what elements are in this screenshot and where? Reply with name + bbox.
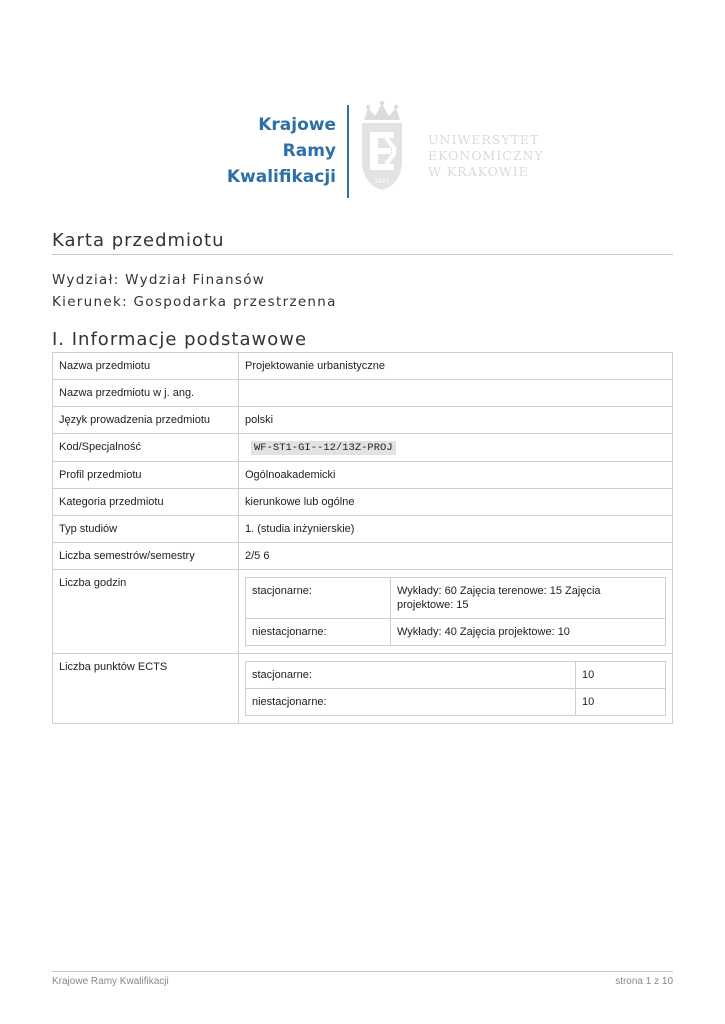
footer-divider <box>52 971 673 972</box>
row-value: 2/5 6 <box>239 543 673 570</box>
row-value <box>239 380 673 407</box>
ects-value: 10 <box>576 689 666 716</box>
ects-value: 10 <box>576 662 666 689</box>
study-mode: stacjonarne: <box>246 662 576 689</box>
logo-divider <box>347 105 349 198</box>
title-divider <box>52 254 673 255</box>
krk-logo-line: Krajowe <box>258 115 336 135</box>
table-row-ects <box>53 654 673 724</box>
row-label: Liczba godzin <box>53 570 239 654</box>
table-row <box>53 543 673 570</box>
uek-logo-line: W KRAKOWIE <box>428 164 529 179</box>
row-value <box>239 654 673 724</box>
course-code: WF-ST1-GI--12/13Z-PROJ <box>251 441 396 455</box>
table-row <box>53 380 673 407</box>
hours-row <box>246 619 666 646</box>
row-label: Język prowadzenia przedmiotu <box>53 407 239 434</box>
ects-row <box>246 662 666 689</box>
footer-brand: Krajowe Ramy Kwalifikacji <box>52 976 169 987</box>
row-value <box>239 570 673 654</box>
row-label: Kategoria przedmiotu <box>53 489 239 516</box>
document-title: Karta przedmiotu <box>52 230 225 251</box>
field-of-study-line: Kierunek: Gospodarka przestrzenna <box>52 294 337 310</box>
hours-value: Wykłady: 60 Zajęcia terenowe: 15 Zajęcia projektowe: 15 <box>391 578 666 619</box>
row-label: Liczba punktów ECTS <box>53 654 239 724</box>
row-value: 1. (studia inżynierskie) <box>239 516 673 543</box>
section-title: I. Informacje podstawowe <box>52 329 308 350</box>
row-value: Ogólnoakademicki <box>239 462 673 489</box>
study-mode: niestacjonarne: <box>246 689 576 716</box>
table-row <box>53 353 673 380</box>
row-label: Profil przedmiotu <box>53 462 239 489</box>
ects-row <box>246 689 666 716</box>
row-value: kierunkowe lub ogólne <box>239 489 673 516</box>
uek-emblem-year: 1925 <box>374 178 390 185</box>
page-number: strona 1 z 10 <box>615 976 673 987</box>
krk-logo <box>200 112 336 190</box>
row-label: Nazwa przedmiotu w j. ang. <box>53 380 239 407</box>
hours-value: Wykłady: 40 Zajęcia projektowe: 10 <box>391 619 666 646</box>
row-label: Kod/Specjalność <box>53 434 239 462</box>
uek-logo-line: EKONOMICZNY <box>428 148 544 163</box>
table-row-hours <box>53 570 673 654</box>
krk-logo-line: Ramy <box>282 141 336 161</box>
row-value <box>239 434 673 462</box>
krk-logo-line: Kwalifikacji <box>226 167 336 187</box>
row-label: Typ studiów <box>53 516 239 543</box>
row-value: Projektowanie urbanistyczne <box>239 353 673 380</box>
row-label: Liczba semestrów/semestry <box>53 543 239 570</box>
ects-table <box>245 661 666 716</box>
hours-table <box>245 577 666 646</box>
row-value: polski <box>239 407 673 434</box>
table-row <box>53 462 673 489</box>
uek-logo-line: UNIWERSYTET <box>428 132 540 147</box>
study-mode: stacjonarne: <box>246 578 391 619</box>
table-row <box>53 434 673 462</box>
study-mode: niestacjonarne: <box>246 619 391 646</box>
basic-info-table <box>52 352 673 724</box>
table-row <box>53 489 673 516</box>
uek-logo <box>358 100 548 200</box>
table-row <box>53 516 673 543</box>
faculty-line: Wydział: Wydział Finansów <box>52 272 266 288</box>
row-label: Nazwa przedmiotu <box>53 353 239 380</box>
table-row <box>53 407 673 434</box>
hours-row <box>246 578 666 619</box>
